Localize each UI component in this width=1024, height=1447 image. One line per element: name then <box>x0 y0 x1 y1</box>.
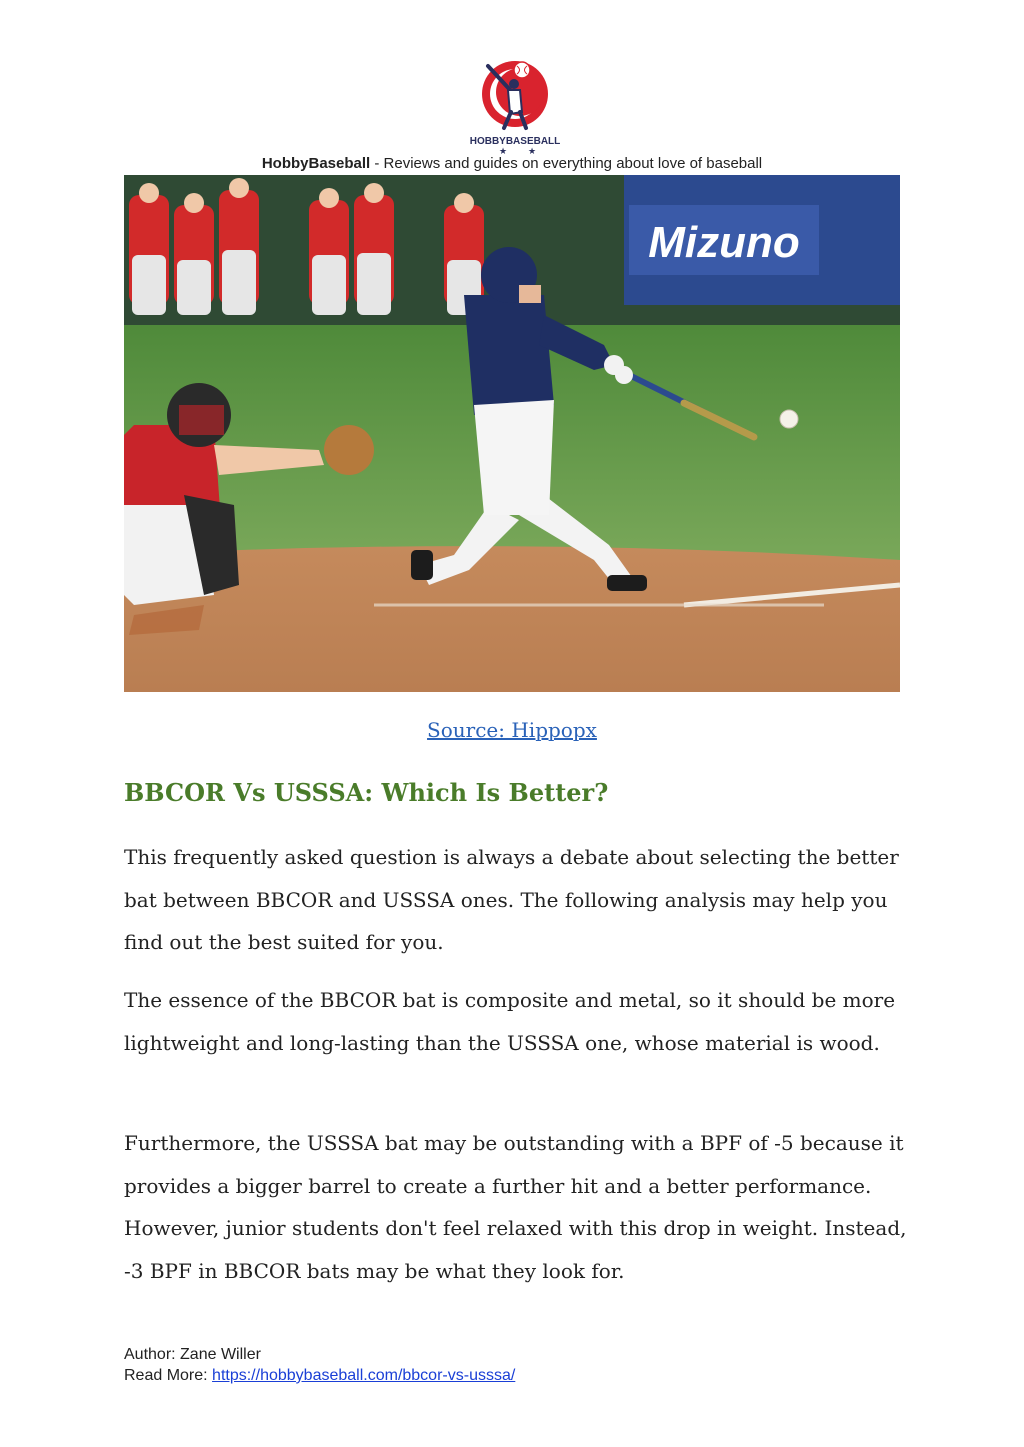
page-footer <box>124 1344 515 1386</box>
banner-text: Mizuno <box>648 218 800 267</box>
svg-text:HOBBYBASEBALL: HOBBYBASEBALL <box>470 136 560 147</box>
read-more-label: Read More: <box>124 1367 213 1384</box>
brand-name: HobbyBaseball <box>261 155 371 172</box>
svg-text:★: ★ <box>498 147 508 156</box>
article-paragraph-3: Furthermore, the USSSA bat may be outstanding with a BPF of -5 because it provides a bigger barrel to create a further hit and a better performance. However, junior students don't feel relaxed with this drop in weight. Instead, -3 BPF in BBCOR bats may be what they look for. <box>124 1131 907 1283</box>
read-more-line <box>124 1365 515 1386</box>
read-more-link[interactable]: https://hobbybaseball.com/bbcor-vs-usssa/ <box>212 1367 516 1384</box>
author-line: Author: Zane Willer <box>124 1346 261 1363</box>
article-heading: BBCOR Vs USSSA: Which Is Better? <box>124 778 609 807</box>
source-link[interactable]: Source: Hippopx <box>427 718 597 742</box>
article-paragraph-1: This frequently asked question is always a debate about selecting the better bat between BBCOR and USSSA ones. The following analysis may help you find out the best suited for you. <box>124 845 899 954</box>
svg-text:★: ★ <box>527 147 537 156</box>
tagline-text: - Reviews and guides on everything about love of baseball <box>370 155 763 172</box>
article-paragraph-2: The essence of the BBCOR bat is composite and metal, so it should be more lightweight and long-lasting than the USSSA one, whose material is wood. <box>124 988 896 1055</box>
site-logo[interactable] <box>470 56 560 156</box>
baseball-swing-illustration <box>124 175 900 692</box>
hero-image <box>124 175 900 692</box>
site-tagline <box>0 155 1024 172</box>
image-source <box>0 718 1024 742</box>
baseball-player-logo-icon <box>470 56 560 156</box>
